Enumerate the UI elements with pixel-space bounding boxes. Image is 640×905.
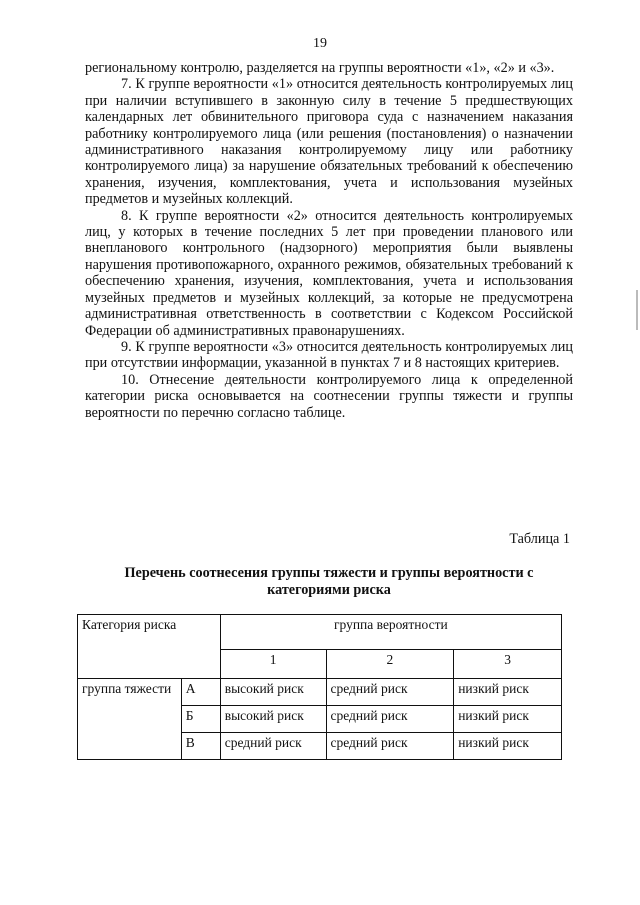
severity-label: В <box>181 733 220 760</box>
severity-label: Б <box>181 706 220 733</box>
risk-cell: низкий риск <box>454 706 562 733</box>
table-header-row <box>78 615 562 650</box>
risk-cell: низкий риск <box>454 733 562 760</box>
page-number: 19 <box>313 36 327 51</box>
table-row <box>78 679 562 706</box>
risk-cell: низкий риск <box>454 679 562 706</box>
paragraph-continuation: региональному контролю, разделяется на группы вероятности «1», «2» и «3». <box>85 60 555 76</box>
corner-header-cell: Категория риска <box>78 615 221 679</box>
probability-header-cell: группа вероятности <box>220 615 561 650</box>
risk-cell: высокий риск <box>220 706 326 733</box>
scan-edge-mark <box>636 290 638 330</box>
paragraph-8: 8. К группе вероятности «2» относится деятельность контролируемых лиц, у которых в течение последних 5 лет при проведении планового или внепланового контрольного (надзорного) мероприятия были выявлены нарушения противопожарного, охранного режимов, обязательных требований к обеспечению хранения, изучения, комплектования, учета и использования музейных предметов и музейных коллекций, за которые не предусмотрена административная ответственность в соответствии с Кодексом Российской Федерации об административных правонарушениях. <box>85 207 573 339</box>
paragraph-9: 9. К группе вероятности «3» относится деятельность контролируемых лиц при отсутствии информации, указанной в пунктах 7 и 8 настоящих критериев. <box>85 338 573 372</box>
risk-cell: средний риск <box>326 733 454 760</box>
document-body <box>85 60 573 421</box>
paragraph-10: 10. Отнесение деятельности контролируемого лица к определенной категории риска основывается на соотнесении группы тяжести и группы вероятности по перечню согласно таблице. <box>85 371 573 421</box>
probability-col-3: 3 <box>454 650 562 679</box>
severity-header-cell: группа тяжести <box>78 679 182 760</box>
risk-cell: средний риск <box>220 733 326 760</box>
table-label: Таблица 1 <box>509 531 570 547</box>
severity-label: А <box>181 679 220 706</box>
probability-col-2: 2 <box>326 650 454 679</box>
probability-col-1: 1 <box>220 650 326 679</box>
risk-cell: средний риск <box>326 706 454 733</box>
risk-cell: высокий риск <box>220 679 326 706</box>
risk-category-table <box>77 614 562 760</box>
risk-cell: средний риск <box>326 679 454 706</box>
table-title: Перечень соотнесения группы тяжести и группы вероятности с категориями риска <box>124 565 534 598</box>
paragraph-7: 7. К группе вероятности «1» относится деятельность контролируемых лиц при наличии вступившего в законную силу в течение 5 предшествующих календарных лет обвинительного приговора суда с назначением наказания работнику контролируемого лица (или решения (постановления) о назначении административного наказания контролируемому лицу или работнику контролируемого лица) за нарушение обязательных требований к обеспечению хранения, изучения, комплектования, учета и использования музейных предметов и музейных коллекций. <box>85 76 573 208</box>
